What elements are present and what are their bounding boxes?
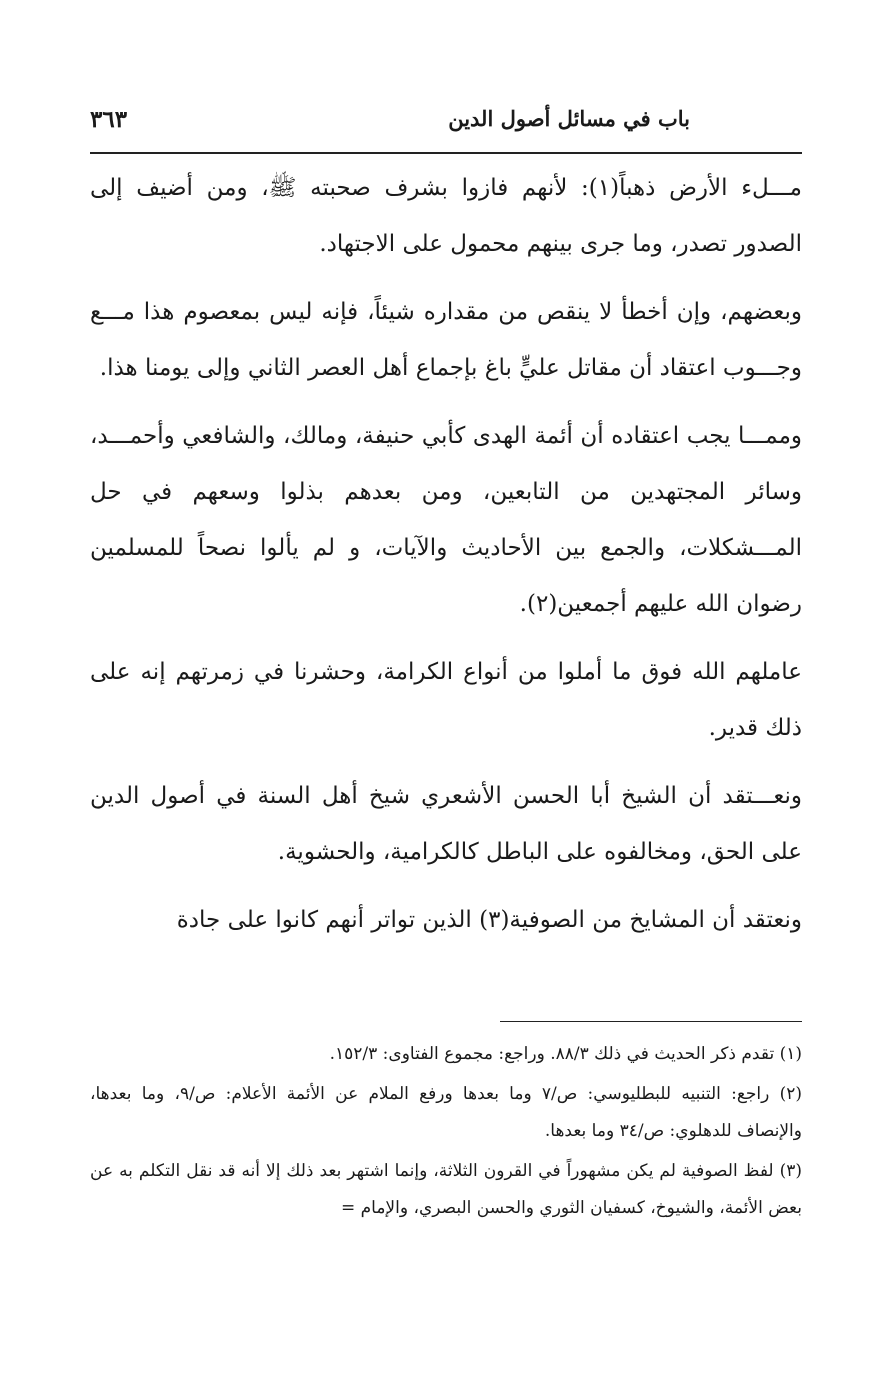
footnote-rule bbox=[500, 1021, 802, 1022]
paragraph: وممـــا يجب اعتقاده أن أئمة الهدى كأبي حنيفة، ومالك، والشافعي وأحمـــد، وسائر المجتهدين من التابعين، ومن بعدهم بذلوا وسعهم في حل المـــشكلات، والجمع بين الأحاديث والآيات، و لم يألوا نصحاً للمسلمين رضوان الله عليهم أجمعين(٢). bbox=[90, 423, 802, 617]
running-header bbox=[90, 106, 800, 146]
paragraph: عاملهم الله فوق ما أملوا من أنواع الكرامة، وحشرنا في زمرتهم إنه على ذلك قدير. bbox=[90, 659, 802, 741]
page-number: ٣٦٣ bbox=[90, 106, 128, 133]
paragraph: وبعضهم، وإن أخطأ لا ينقص من مقداره شيئاً، فإنه ليس بمعصوم هذا مـــع وجـــوب اعتقاد أن مقاتل عليٍّ باغ بإجماع أهل العصر الثاني وإلى يومنا هذا. bbox=[90, 299, 802, 381]
main-text bbox=[90, 160, 802, 948]
paragraph: ونعتقد أن المشايخ من الصوفية(٣) الذين تواتر أنهم كانوا على جادة bbox=[176, 907, 802, 933]
header-rule bbox=[90, 152, 802, 154]
footnote: (٢) راجع: التنبيه للبطليوسي: ص/٧ وما بعدها ورفع الملام عن الأئمة الأعلام: ص/٩، وما بعدها، والإنصاف للدهلوي: ص/٣٤ وما بعدها. bbox=[90, 1084, 802, 1141]
footnotes bbox=[90, 1036, 802, 1227]
paragraph: ونعـــتقد أن الشيخ أبا الحسن الأشعري شيخ أهل السنة في أصول الدين على الحق، ومخالفوه على الباطل كالكرامية، والحشوية. bbox=[90, 783, 802, 865]
chapter-title: باب في مسائل أصول الدين bbox=[448, 106, 690, 131]
footnote: (٣) لفظ الصوفية لم يكن مشهوراً في القرون الثلاثة، وإنما اشتهر بعد ذلك إلا أنه قد نقل التكلم به عن بعض الأئمة، والشيوخ، كسفيان الثوري والحسن البصري، والإمام = bbox=[90, 1161, 802, 1218]
paragraph: مـــلء الأرض ذهباً(١): لأنهم فازوا بشرف صحبته ﷺ، ومن أضيف إلى الصدور تصدر، وما جرى بينهم محمول على الاجتهاد. bbox=[90, 175, 803, 257]
footnote: (١) تقدم ذكر الحديث في ذلك ٨٨/٣. وراجع: مجموع الفتاوى: ١٥٢/٣. bbox=[329, 1044, 802, 1064]
